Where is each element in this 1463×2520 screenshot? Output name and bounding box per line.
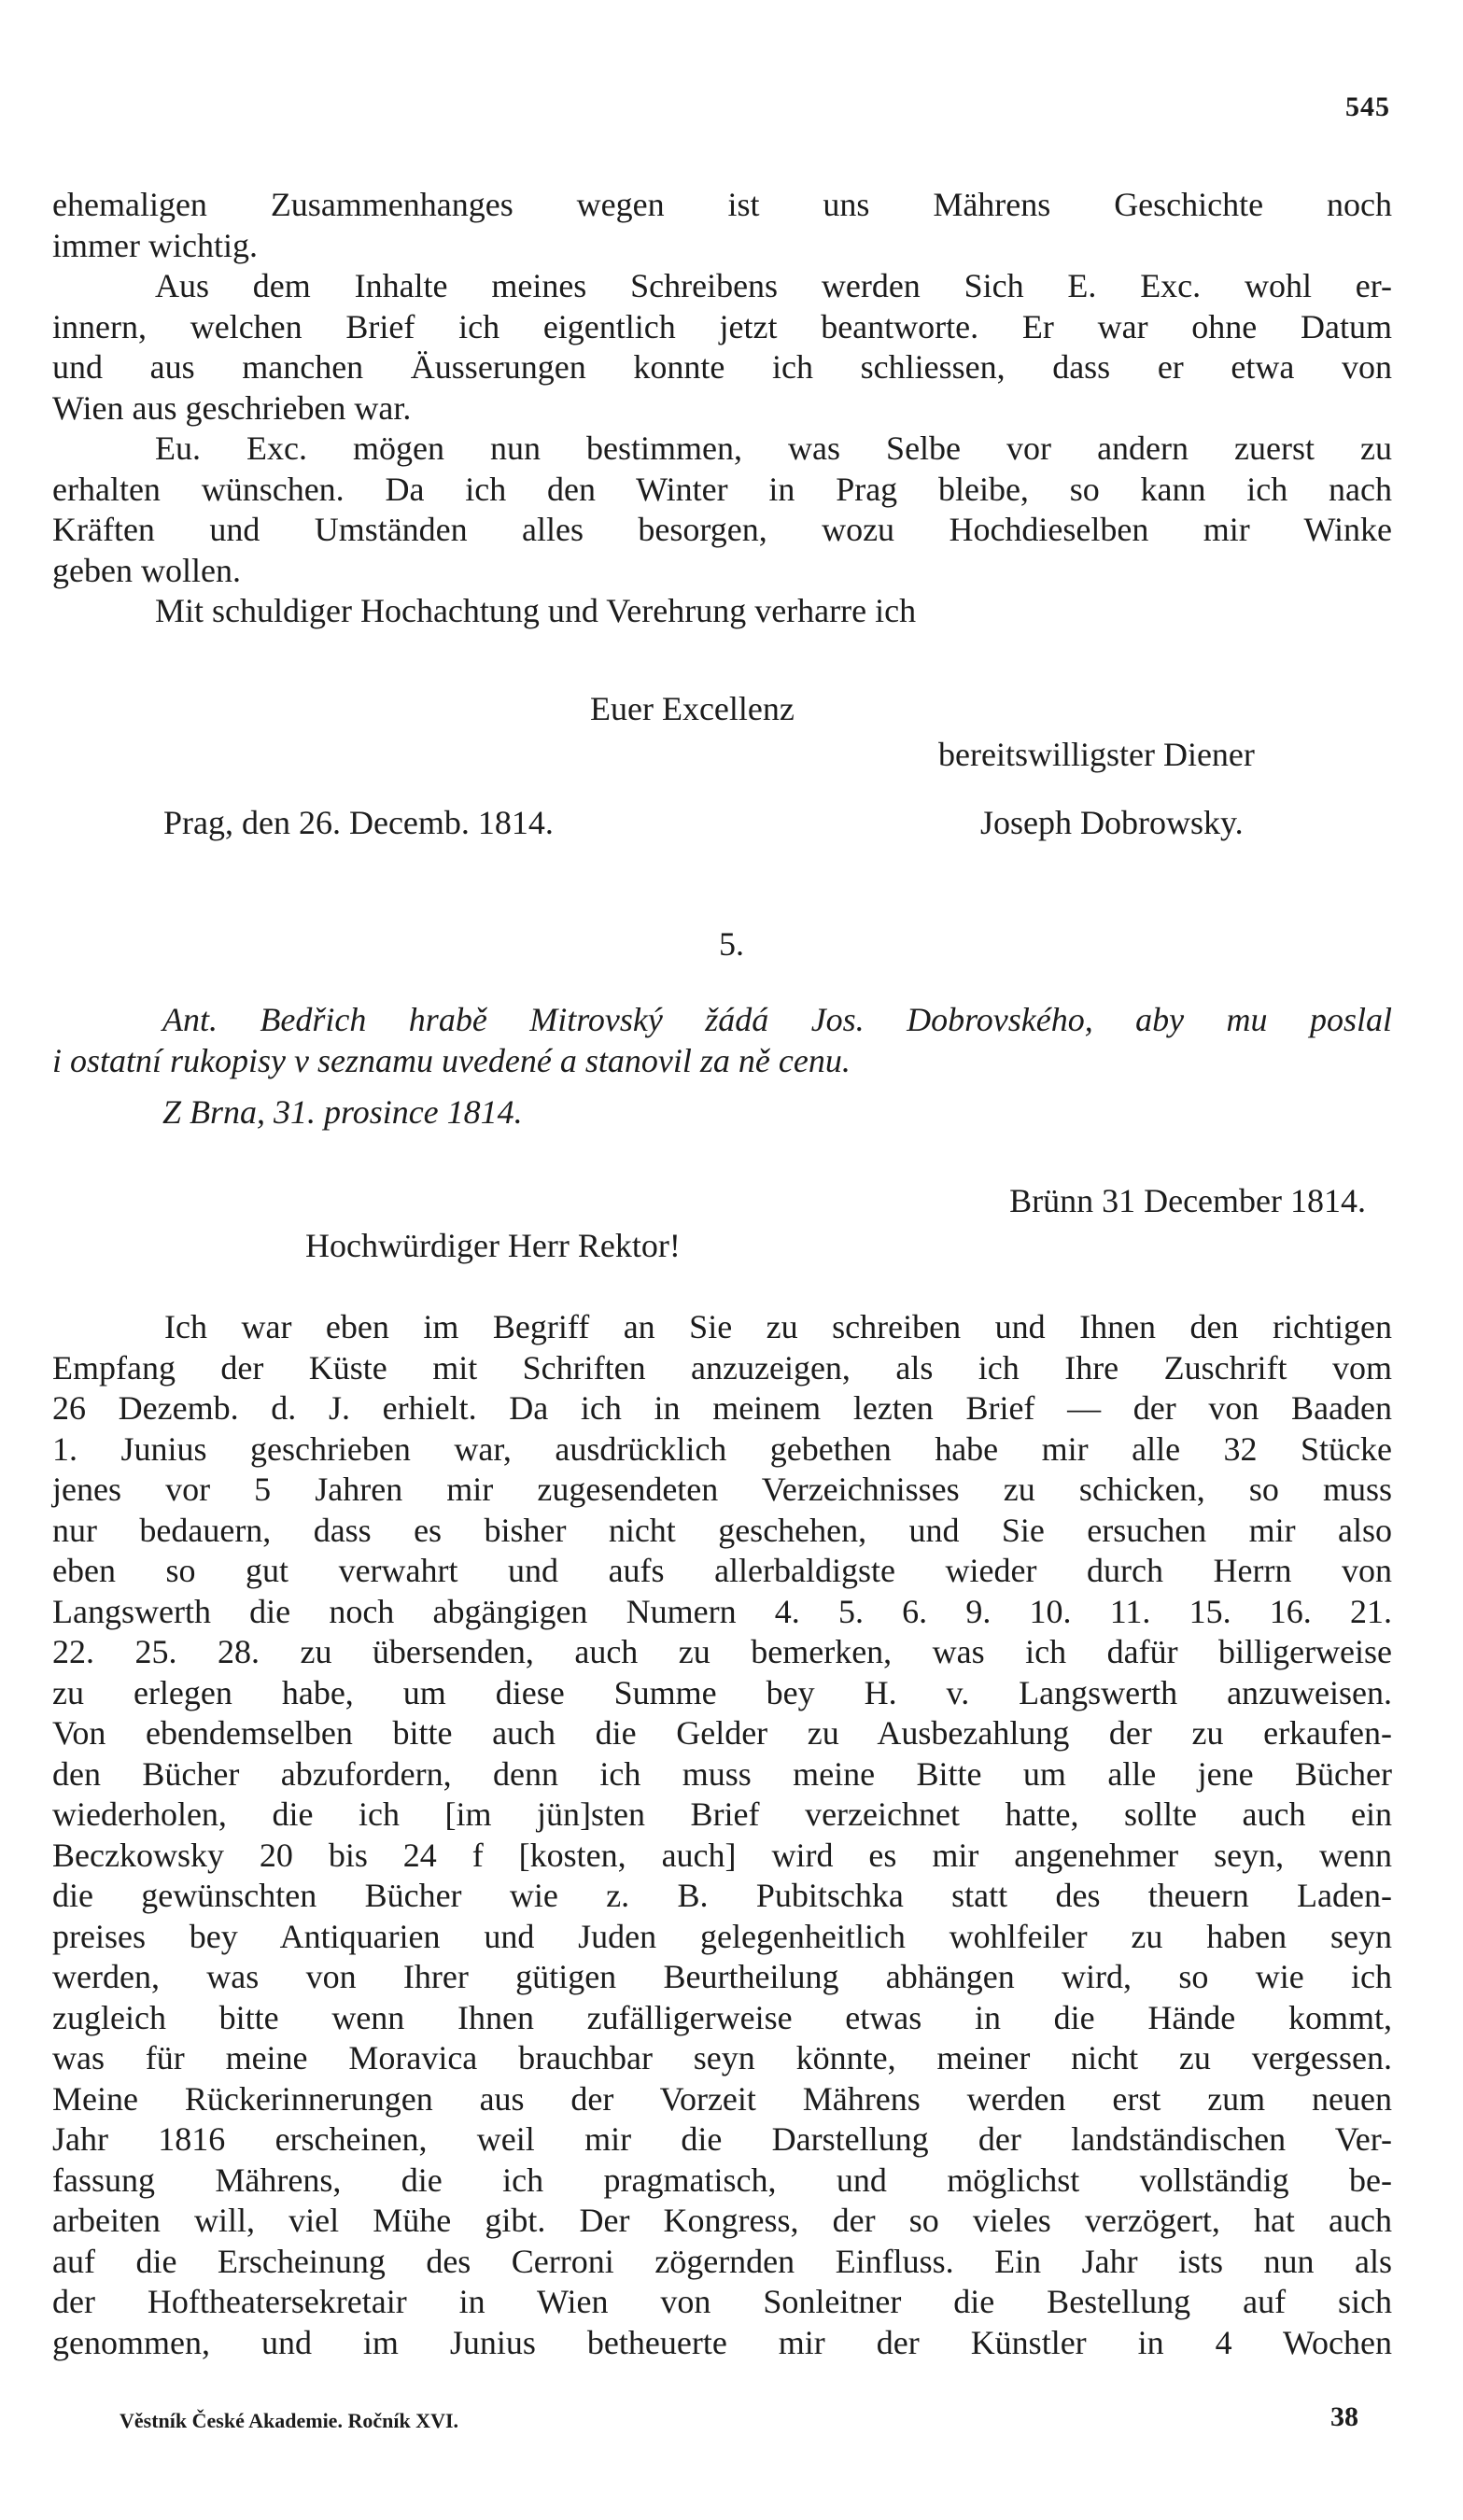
document-number: 5.: [719, 925, 744, 963]
text-line: Eu. Exc. mögen nun bestimmen, was Selbe vor andern zuerst zu: [155, 429, 1392, 467]
summary-line: i ostatní rukopisy v seznamu uvedené a stanovil za ně cenu.: [52, 1042, 851, 1079]
sheet-number: 38: [1330, 2401, 1358, 2432]
text-line: zugleich bitte wenn Ihnen zufälligerweise etwas in die Hände kommt,: [52, 1998, 1392, 2036]
letter-salutation: Hochwürdiger Herr Rektor!: [305, 1227, 681, 1264]
text-line: Kräften und Umständen alles besorgen, wozu Hochdieselben mir Winke: [52, 511, 1392, 548]
text-line: 1. Junius geschrieben war, ausdrücklich gebethen habe mir alle 32 Stücke: [52, 1429, 1392, 1468]
text-line: wiederholen, die ich [im jün]sten Brief verzeichnet hatte, sollte auch ein: [52, 1795, 1392, 1833]
text-line: nur bedauern, dass es bisher nicht geschehen, und Sie ersuchen mir also: [52, 1511, 1392, 1549]
text-line: Von ebendemselben bitte auch die Gelder zu Ausbezahlung der zu erkaufen-: [52, 1714, 1392, 1752]
text-line: werden, was von Ihrer gütigen Beurtheilung abhängen wird, so wie ich: [52, 1958, 1392, 1995]
journal-footer: Věstník České Akademie. Ročník XVI.: [120, 2409, 459, 2432]
text-line: innern, welchen Brief ich eigentlich jetzt beantworte. Er war ohne Datum: [52, 307, 1392, 345]
paragraph: [52, 266, 1392, 429]
letter-dateline: Brünn 31 December 1814.: [1009, 1182, 1366, 1219]
text-line: geben wollen.: [52, 551, 241, 589]
text-line: Ich war eben im Begriff an Sie zu schreiben und Ihnen den richtigen: [164, 1308, 1392, 1345]
text-line: Jahr 1816 erscheinen, weil mir die Darstellung der landständischen Ver-: [52, 2120, 1392, 2158]
text-line: auf die Erscheinung des Cerroni zögernden Einfluss. Ein Jahr ists nun als: [52, 2242, 1392, 2280]
paragraph: [52, 591, 1392, 632]
text-line: Langswerth die noch abgängigen Numern 4. 5. 6. 9. 10. 11. 15. 16. 21.: [52, 1592, 1392, 1630]
document-origin: Z Brna, 31. prosince 1814.: [162, 1093, 523, 1131]
text-line: den Bücher abzufordern, denn ich muss meine Bitte um alle jene Bücher: [52, 1754, 1392, 1793]
text-line: immer wichtig.: [52, 226, 258, 264]
text-line: 26 Dezemb. d. J. erhielt. Da ich in meinem lezten Brief — der von Baaden: [52, 1389, 1392, 1427]
text-line: eben so gut verwahrt und aufs allerbaldigste wieder durch Herrn von: [52, 1552, 1392, 1589]
paragraph: [52, 185, 1392, 266]
text-line: Aus dem Inhalte meines Schreibens werden Sich E. Exc. wohl er-: [155, 267, 1392, 304]
text-line: und aus manchen Äusserungen konnte ich schliessen, dass er etwa von: [52, 348, 1392, 386]
closing-servant: bereitswilligster Diener: [938, 736, 1255, 773]
closing-place-date: Prag, den 26. Decemb. 1814.: [163, 804, 554, 841]
text-line: zu erlegen habe, um diese Summe bey H. v. Langswerth anzuweisen.: [52, 1673, 1392, 1711]
text-line: Empfang der Küste mit Schriften anzuzeigen, als ich Ihre Zuschrift vom: [52, 1348, 1392, 1387]
letter-body: [52, 1307, 1392, 2363]
page-number: 545: [1345, 92, 1390, 122]
text-line: fassung Mährens, die ich pragmatisch, und möglichst vollständig be-: [52, 2161, 1392, 2199]
text-line: ehemaligen Zusammenhanges wegen ist uns Mährens Geschichte noch: [52, 186, 1392, 223]
closing-address: Euer Excellenz: [590, 690, 795, 727]
text-line: der Hoftheatersekretair in Wien von Sonleitner die Bestellung auf sich: [52, 2283, 1392, 2320]
text-line: genommen, und im Junius betheuerte mir der Künstler in 4 Wochen: [52, 2323, 1392, 2361]
text-line: Wien aus geschrieben war.: [52, 388, 412, 427]
text-line: preises bey Antiquarien und Juden gelegenheitlich wohlfeiler zu haben seyn: [52, 1917, 1392, 1955]
paragraph: [52, 429, 1392, 591]
closing-signature: Joseph Dobrowsky.: [980, 804, 1244, 841]
text-line: Beczkowsky 20 bis 24 f [kosten, auch] wird es mir angenehmer seyn, wenn: [52, 1836, 1392, 1874]
text-line: die gewünschten Bücher wie z. B. Pubitschka statt des theuern Laden-: [52, 1877, 1392, 1914]
text-line: Meine Rückerinnerungen aus der Vorzeit Mährens werden erst zum neuen: [52, 2079, 1392, 2118]
previous-letter-body: [52, 185, 1392, 632]
text-line: erhalten wünschen. Da ich den Winter in Prag bleibe, so kann ich nach: [52, 470, 1392, 508]
text-line: jenes vor 5 Jahren mir zugesendeten Verzeichnisses zu schicken, so muss: [52, 1471, 1392, 1508]
text-line: 22. 25. 28. zu übersenden, auch zu bemerken, was ich dafür billigerweise: [52, 1633, 1392, 1670]
text-line: was für meine Moravica brauchbar seyn könnte, meiner nicht zu vergessen.: [52, 2039, 1392, 2077]
summary-line: Ant. Bedřich hrabě Mitrovský žádá Jos. Dobrovského, aby mu poslal: [162, 1001, 1392, 1038]
document-summary: [52, 999, 1392, 1081]
text-line: Mit schuldiger Hochachtung und Verehrung verharre ich: [155, 592, 917, 629]
text-line: arbeiten will, viel Mühe gibt. Der Kongress, der so vieles verzögert, hat auch: [52, 2202, 1392, 2239]
